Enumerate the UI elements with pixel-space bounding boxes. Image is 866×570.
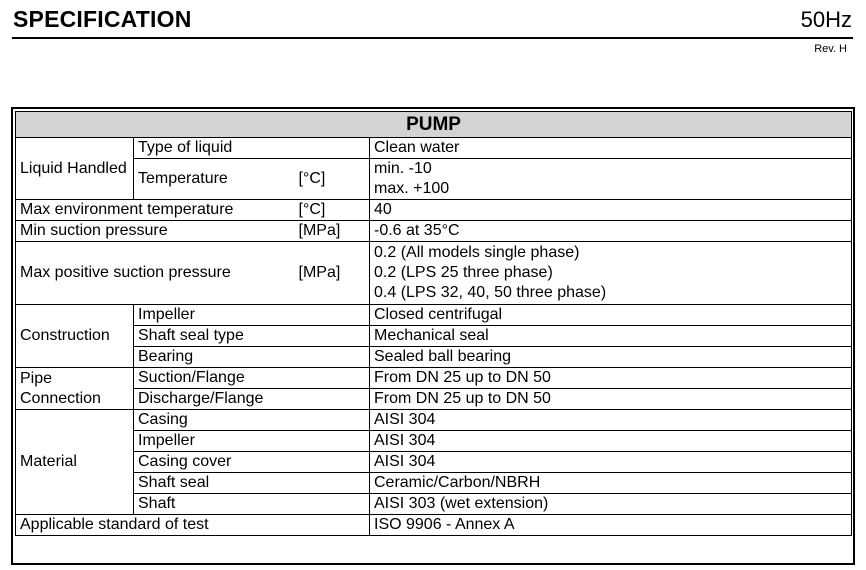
row-label: Shaft seal type bbox=[134, 326, 370, 347]
row-value: Clean water bbox=[370, 138, 852, 159]
table-row bbox=[16, 242, 852, 305]
row-unit: [MPa] bbox=[299, 242, 370, 305]
group-label: Material bbox=[16, 410, 134, 515]
table-row bbox=[16, 431, 852, 452]
row-label: Shaft seal bbox=[134, 473, 370, 494]
row-label: Shaft bbox=[134, 494, 370, 515]
value-line: min. -10 bbox=[374, 160, 432, 177]
table-row bbox=[16, 200, 852, 221]
row-value: AISI 304 bbox=[370, 452, 852, 473]
row-value: AISI 304 bbox=[370, 431, 852, 452]
row-value: AISI 303 (wet extension) bbox=[370, 494, 852, 515]
table-row bbox=[16, 368, 852, 389]
row-value bbox=[370, 242, 852, 305]
row-value: AISI 304 bbox=[370, 410, 852, 431]
table-row bbox=[16, 515, 852, 536]
row-value: From DN 25 up to DN 50 bbox=[370, 389, 852, 410]
pump-spec-table bbox=[15, 111, 852, 536]
row-value bbox=[370, 159, 852, 200]
row-value: Mechanical seal bbox=[370, 326, 852, 347]
row-label: Impeller bbox=[134, 305, 370, 326]
row-value: Ceramic/Carbon/NBRH bbox=[370, 473, 852, 494]
section-title: PUMP bbox=[16, 112, 852, 138]
row-label: Casing bbox=[134, 410, 370, 431]
row-value: 40 bbox=[370, 200, 852, 221]
group-label: Liquid Handled bbox=[16, 138, 134, 200]
row-label: Temperature bbox=[134, 159, 299, 200]
row-value: Closed centrifugal bbox=[370, 305, 852, 326]
table-row bbox=[16, 138, 852, 159]
table-row bbox=[16, 221, 852, 242]
row-label: Discharge/Flange bbox=[134, 389, 370, 410]
row-label: Bearing bbox=[134, 347, 370, 368]
table-row bbox=[16, 159, 852, 200]
table-row bbox=[16, 347, 852, 368]
row-label: Impeller bbox=[134, 431, 370, 452]
table-row bbox=[16, 305, 852, 326]
row-label: Suction/Flange bbox=[134, 368, 370, 389]
value-line: 0.2 (LPS 25 three phase) bbox=[374, 264, 553, 281]
row-value: -0.6 at 35°C bbox=[370, 221, 852, 242]
row-label: Type of liquid bbox=[134, 138, 370, 159]
row-label: Casing cover bbox=[134, 452, 370, 473]
table-row bbox=[16, 389, 852, 410]
row-label: Min suction pressure bbox=[16, 221, 299, 242]
row-label: Max positive suction pressure bbox=[16, 242, 299, 305]
row-value: From DN 25 up to DN 50 bbox=[370, 368, 852, 389]
value-line: max. +100 bbox=[374, 180, 450, 197]
row-unit: [MPa] bbox=[299, 221, 370, 242]
row-label: Max environment temperature bbox=[16, 200, 299, 221]
row-value: Sealed ball bearing bbox=[370, 347, 852, 368]
table-row bbox=[16, 326, 852, 347]
table-row bbox=[16, 452, 852, 473]
frequency-label: 50Hz bbox=[800, 7, 852, 32]
table-row bbox=[16, 494, 852, 515]
table-header-row bbox=[16, 112, 852, 138]
group-label: Construction bbox=[16, 305, 134, 368]
table-row bbox=[16, 410, 852, 431]
revision-label: Rev. H bbox=[814, 43, 847, 55]
value-line: 0.2 (All models single phase) bbox=[374, 244, 580, 261]
row-unit: [°C] bbox=[299, 159, 370, 200]
value-line: 0.4 (LPS 32, 40, 50 three phase) bbox=[374, 284, 607, 301]
row-value: ISO 9906 - Annex A bbox=[370, 515, 852, 536]
row-unit: [°C] bbox=[299, 200, 370, 221]
page-title: SPECIFICATION bbox=[13, 6, 192, 32]
row-label: Applicable standard of test bbox=[16, 515, 370, 536]
title-divider bbox=[12, 37, 853, 39]
group-label: Pipe Connection bbox=[16, 368, 134, 410]
table-row bbox=[16, 473, 852, 494]
